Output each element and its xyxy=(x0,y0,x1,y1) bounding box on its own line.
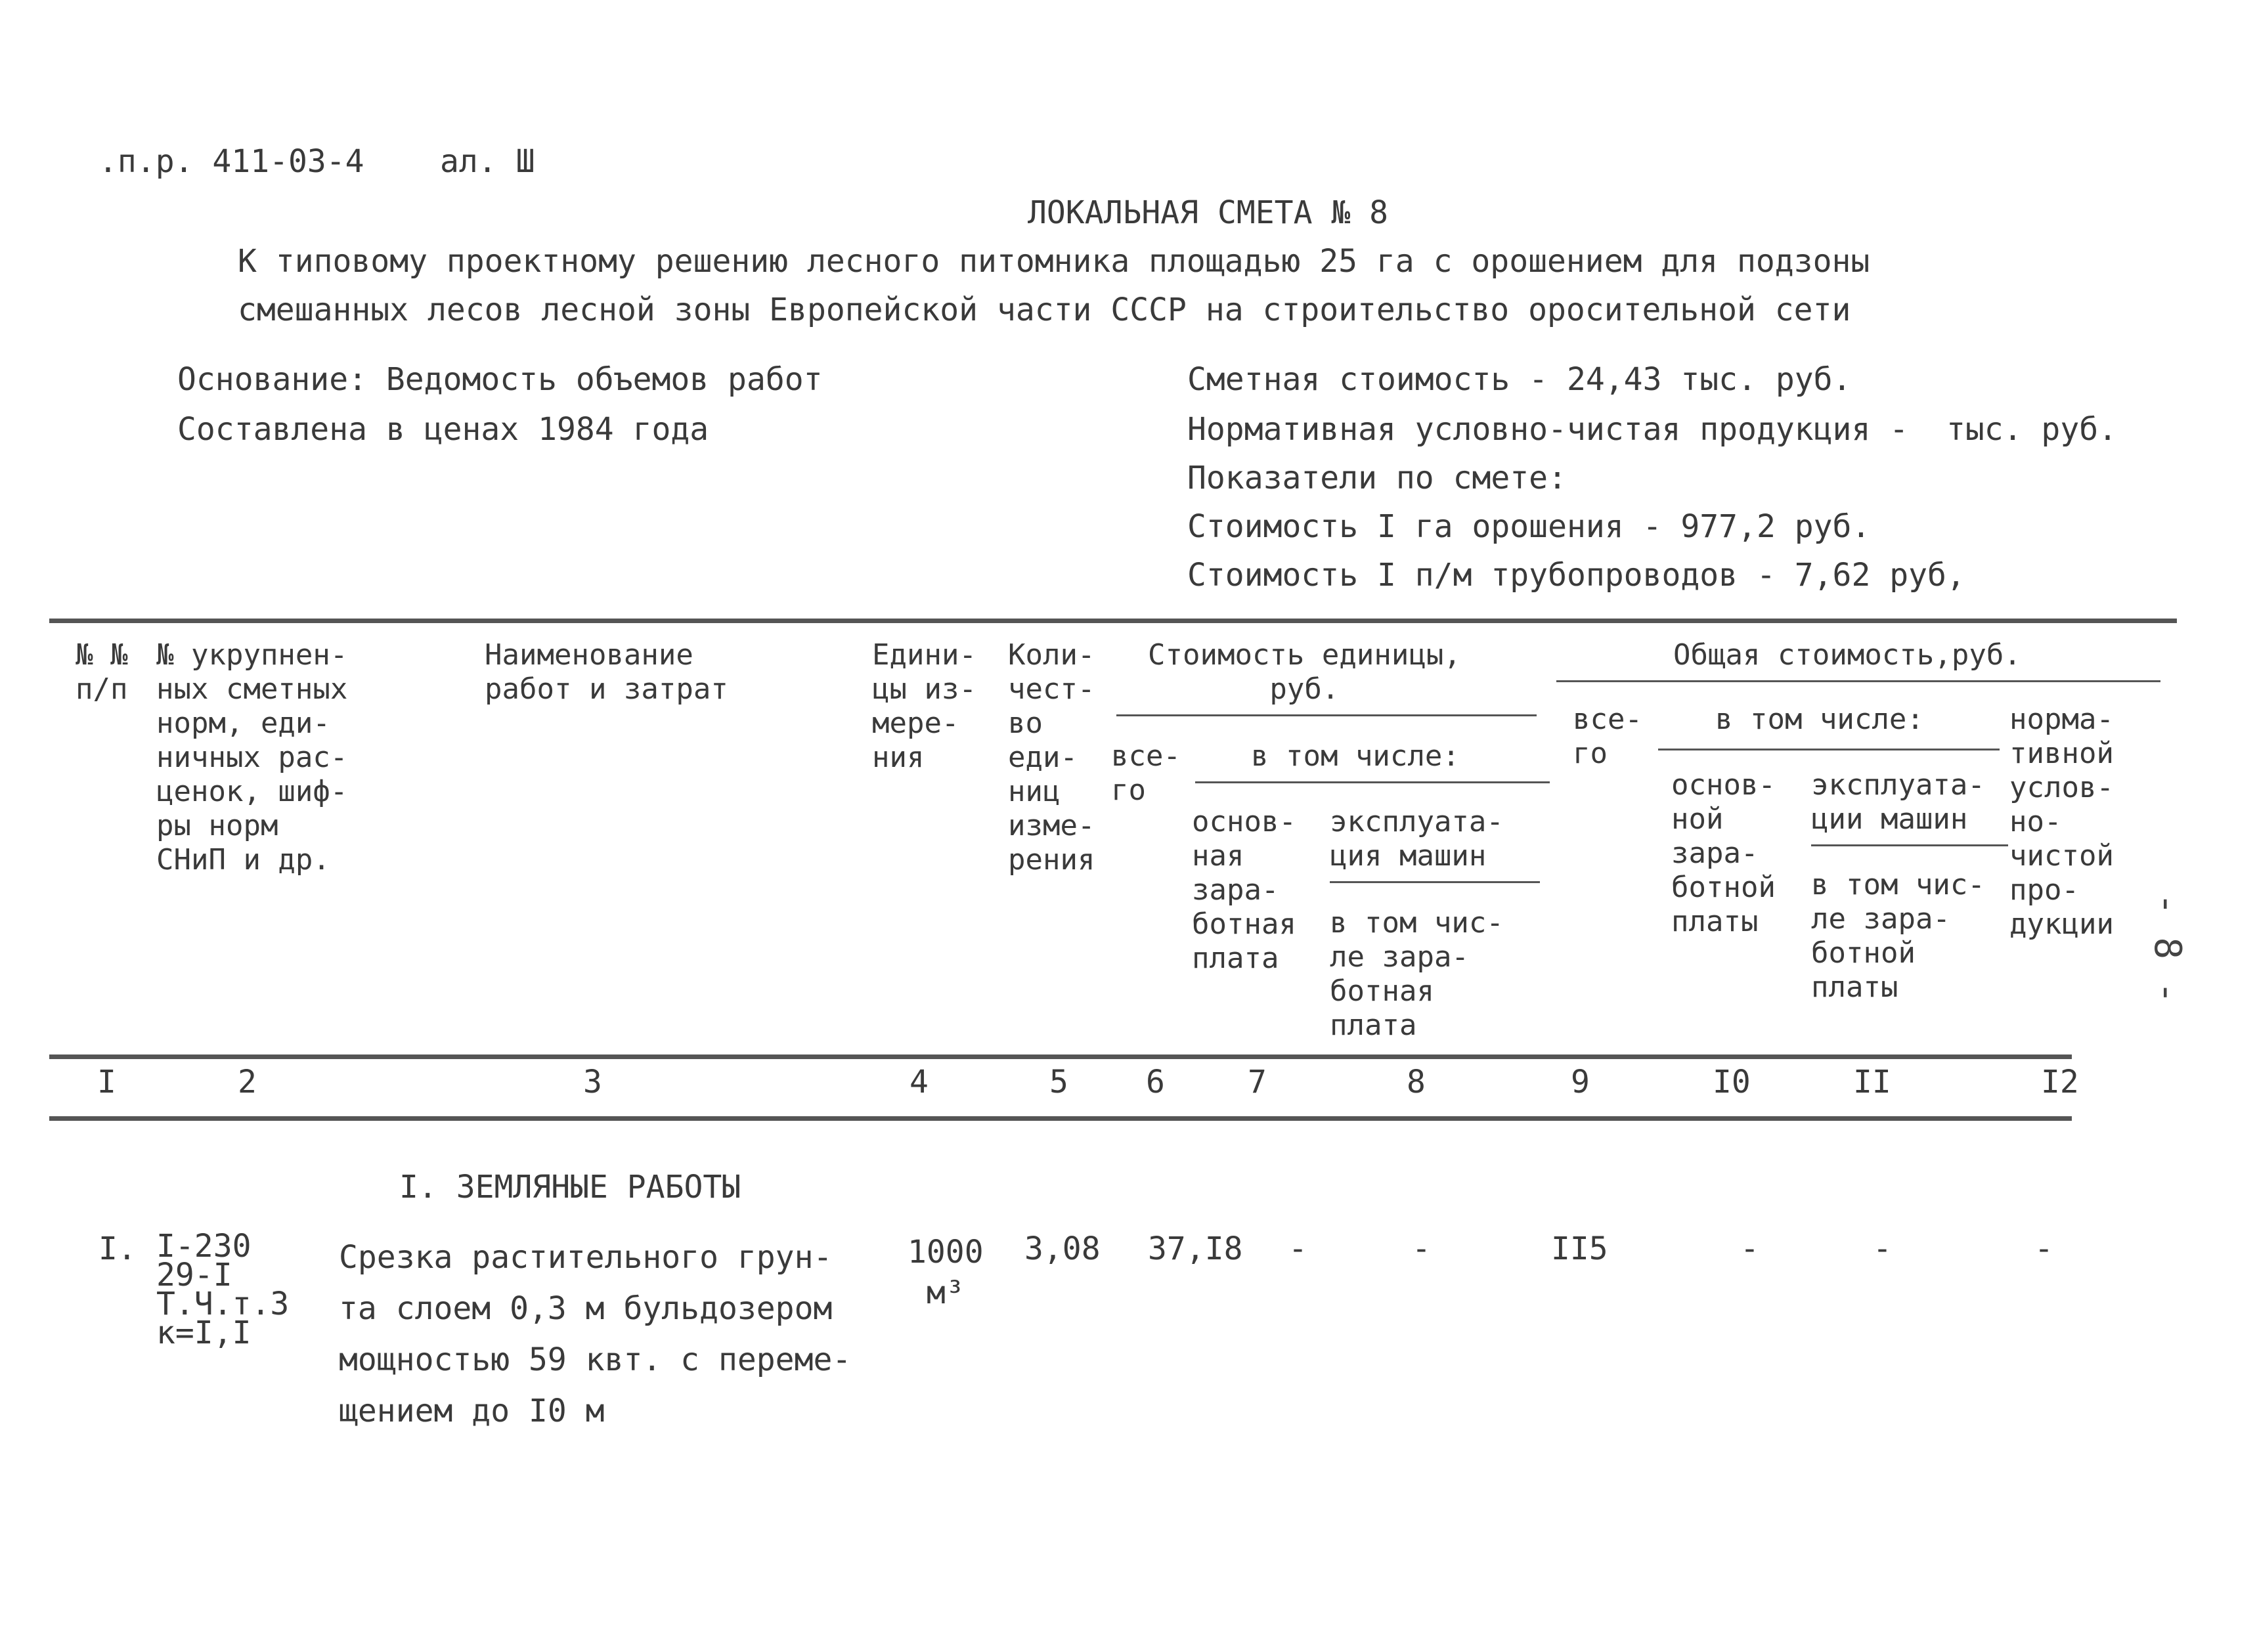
prices-year: Составлена в ценах 1984 года xyxy=(177,411,709,448)
row-1-col-12: - xyxy=(2034,1230,2053,1267)
rule-total-cost xyxy=(1556,680,2160,682)
cost-estimate: Сметная стоимость - 24,43 тыс. руб. xyxy=(1187,361,1852,398)
rule-unit-cost xyxy=(1116,714,1537,716)
col-number: I2 xyxy=(2041,1064,2079,1100)
col-number: 2 xyxy=(238,1064,257,1100)
col-number: I xyxy=(97,1064,116,1100)
header-col-3: Наименование работ и затрат xyxy=(485,638,728,706)
row-1-qty: 3,08 xyxy=(1024,1230,1101,1267)
subtitle-line-2: смешанных лесов лесной зоны Европейской части СССР на строительство оросительной сети xyxy=(238,292,1851,328)
album-ref: ал. Ш xyxy=(440,143,535,180)
col-number: 4 xyxy=(909,1064,929,1100)
indicators-label: Показатели по смете: xyxy=(1187,460,1567,496)
header-col-8: в том чис- ле зара- ботная плата xyxy=(1330,906,1504,1042)
document-ref: .п.р. 411-03-4 xyxy=(99,143,364,180)
header-col-5: Коли- чест- во еди- ниц изме- рения xyxy=(1008,638,1095,877)
document-title: ЛОКАЛЬНАЯ СМЕТА № 8 xyxy=(1028,194,1389,231)
header-col-10: основ- ной зара- ботной платы xyxy=(1671,768,1776,938)
header-col-8-top: эксплуата- ция машин xyxy=(1330,805,1504,873)
header-incl-2: в том числе: xyxy=(1715,703,1924,736)
section-title: I. ЗЕМЛЯНЫЕ РАБОТЫ xyxy=(399,1169,741,1206)
header-col-1: № № п/п xyxy=(76,638,128,706)
row-1-unit-total: 37,I8 xyxy=(1148,1230,1243,1267)
cost-per-hectare: Стоимость I га орошения - 977,2 руб. xyxy=(1187,508,1871,545)
row-1-unit: 1000 м³ xyxy=(908,1234,984,1311)
col-number: 3 xyxy=(583,1064,602,1100)
header-total-cost: Общая стоимость,руб. xyxy=(1673,638,2021,672)
header-col-6: все- го xyxy=(1111,739,1181,807)
col-number: 8 xyxy=(1407,1064,1426,1100)
row-1-col-11: - xyxy=(1873,1230,1892,1267)
header-col-7: основ- ная зара- ботная плата xyxy=(1192,805,1296,975)
rule-incl-2 xyxy=(1658,749,2000,750)
rule-incl-1 xyxy=(1195,781,1550,783)
normative-product: Нормативная условно-чистая продукция - тыс. руб. xyxy=(1187,411,2118,448)
col-number: 6 xyxy=(1146,1064,1165,1100)
col-number: II xyxy=(1853,1064,1891,1100)
header-col-4: Едини- цы из- мере- ния xyxy=(872,638,976,774)
header-col-11: в том чис- ле зара- ботной платы xyxy=(1811,868,1985,1004)
rule-below-col-numbers xyxy=(49,1116,2072,1121)
header-incl-1: в том числе: xyxy=(1251,739,1460,773)
header-col-11-top: эксплуата- ции машин xyxy=(1811,768,1985,836)
subtitle-line-1: К типовому проектному решению лесного питомника площадью 25 га с орошением для подзоны xyxy=(238,243,1870,280)
rule-above-col-numbers xyxy=(49,1054,2072,1059)
row-1-name: Срезка растительного грун- та слоем 0,3 м бульдозером мощностью 59 квт. с переме- щением до I0 м xyxy=(339,1239,852,1429)
col-number: I0 xyxy=(1713,1064,1751,1100)
row-1-code: I-230 29-I Т.Ч.т.3 к=I,I xyxy=(156,1228,290,1351)
col-number: 5 xyxy=(1049,1064,1068,1100)
row-1-col-10: - xyxy=(1740,1230,1759,1267)
page-number-side: - 8 - xyxy=(2146,893,2189,1004)
header-unit-cost: Стоимость единицы, руб. xyxy=(1148,638,1461,706)
col-number: 7 xyxy=(1248,1064,1267,1100)
row-1-total: II5 xyxy=(1551,1230,1608,1267)
header-col-2: № укрупнен- ных сметных норм, еди- ничных рас- ценок, шиф- ры норм СНиП и др. xyxy=(156,638,348,877)
row-1-num: I. xyxy=(99,1230,137,1267)
header-col-9: все- го xyxy=(1573,703,1642,770)
row-1-col-7: - xyxy=(1288,1230,1307,1267)
table-top-rule xyxy=(49,619,2177,623)
col-number: 9 xyxy=(1571,1064,1590,1100)
row-1-col-8: - xyxy=(1412,1230,1431,1267)
cost-per-meter: Стоимость I п/м трубопроводов - 7,62 руб, xyxy=(1187,557,1965,594)
header-col-12: норма- тивной услов- но- чистой про- дукции xyxy=(2009,703,2114,941)
rule-col-11 xyxy=(1811,844,2008,846)
rule-col-8 xyxy=(1330,881,1540,883)
basis: Основание: Ведомость объемов работ xyxy=(177,361,823,398)
